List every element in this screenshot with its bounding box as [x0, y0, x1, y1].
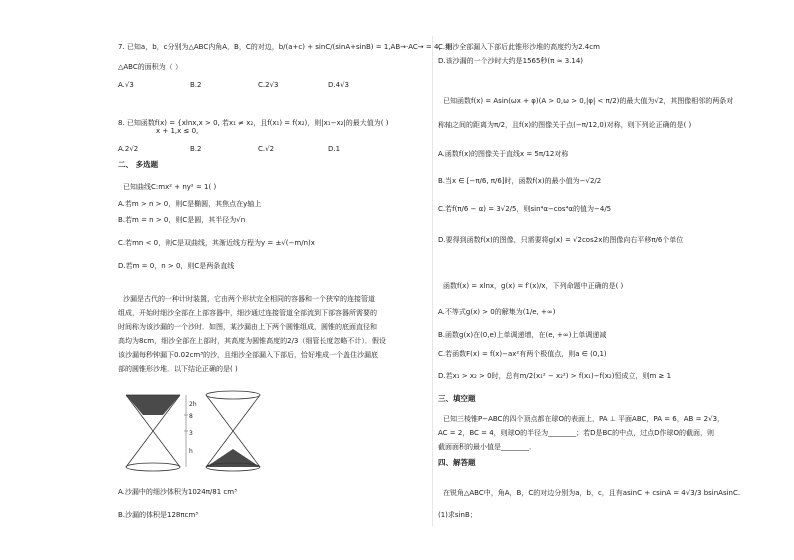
- section-heading-multi: 二、 多选题: [118, 160, 159, 169]
- q10-text-line: 部的圆锥形沙堆．以下结论正确的是( ): [118, 365, 238, 373]
- q10-option-c: C.细沙全部漏入下部后此锥形沙堆的高度约为2.4cm: [438, 43, 600, 51]
- q11-option-d: D.要得到函数f(x)的图像，只需要将g(x) = √2cos2x的图像向右平移π/6个单位: [438, 236, 684, 244]
- q11-stem: 已知函数f(x) = Asin(ωx + φ)(A > 0,ω > 0,|φ| < π/2)的最大值为√2，其图像相邻的两条对: [443, 97, 734, 105]
- q8-option-c: C.√2: [258, 145, 275, 153]
- hourglass-right-edge: [233, 395, 260, 431]
- q9-option-d: D.若m = 0，n > 0，则C是两条直线: [118, 262, 235, 270]
- q10-text-line: 该沙漏每秒钟漏下0.02cm³的沙，且细沙全部漏入下部后，恰好堆成一个盖住沙漏底: [118, 351, 379, 359]
- hourglass-figure: [118, 387, 268, 477]
- q10-option-b: B.沙漏的体积是128πcm³: [118, 511, 199, 519]
- q11-option-b: B.当x ∈ [−π/6, π/6]时，函数f(x)的最小值为−√2/2: [438, 177, 602, 185]
- hourglass-right-top: [206, 391, 260, 399]
- column-divider: [432, 36, 433, 526]
- q10-text-line: 沙漏是古代的一种计时装置，它由两个形状完全相同的容器和一个狭窄的连接管道: [123, 295, 375, 303]
- q7-option-a: A.√3: [118, 81, 134, 89]
- q11-option-c: C.若f(π/6 − α) = 3√2/5，则sin⁴α−cos⁴α的值为−4/5: [438, 205, 612, 213]
- q12-option-a: A.不等式g(x) > 0的解集为(1/e, +∞): [438, 308, 556, 316]
- hourglass-right-edge: [206, 395, 233, 431]
- q12-option-c: C.若函数F(x) = f(x)−ax²有两个极值点，则a ∈ (0,1): [438, 350, 607, 358]
- q9-option-c: C.若mn < 0，则C是双曲线，其渐近线方程为y = ±√(−m/n)x: [118, 239, 315, 247]
- q10-text-line: 时间称为该沙漏的一个沙时．如图，某沙漏由上下两个圆锥组成，圆锥的底面直径和: [118, 323, 377, 331]
- q14-part-1: (1)求sinB；: [438, 511, 477, 519]
- label-2h: 2h: [189, 401, 197, 408]
- hourglass-left-sand-top: [126, 395, 180, 415]
- q8-stem-piece2: x + 1,x ≤ 0,: [156, 127, 199, 135]
- q10-text-line: 组成，开始时细沙全部在上部容器中，细沙通过连接管道全部流到下部容器所需要的: [118, 309, 377, 317]
- q7-option-d: D.4√3: [328, 81, 349, 89]
- q8-option-a: A.2√2: [118, 145, 139, 153]
- q14-stem: 在锐角△ABC中，角A，B，C的对边分别为a，b，c，且有asinC + csinA = 4√3/3 bsinAsinC.: [443, 489, 741, 497]
- hourglass-left-edge: [126, 431, 153, 467]
- label-8: 8: [189, 413, 193, 420]
- q7-option-c: C.2√3: [258, 81, 279, 89]
- q8-option-d: D.1: [328, 145, 341, 153]
- q10-option-d: D.该沙漏的一个沙时大约是1565秒(π ≈ 3.14): [438, 57, 584, 65]
- q7-stem-cont: △ABC的面积为（ ）: [118, 63, 182, 71]
- q9-option-b: B.若m = n > 0，则C是圆，其半径为√n: [118, 216, 246, 224]
- q13-stem: 已知三棱锥P−ABC的四个顶点都在球O的表面上，PA ⊥ 平面ABC，PA = 6，AB = 2√3，: [443, 415, 725, 423]
- q7-option-b: B.2: [190, 81, 202, 89]
- q11-option-a: A.函数f(x)的图像关于直线x = 5π/12对称: [438, 150, 569, 158]
- q8-stem: 8. 已知函数f(x) = {xlnx,x > 0, 若x₁ ≠ x₂，且f(x₁) = f(x₂)，则|x₁−x₂|的最大值为( ): [118, 119, 389, 127]
- q12-option-b: B.函数g(x)在(0,e)上单调递增，在(e, +∞)上单调递减: [438, 331, 607, 339]
- label-h: h: [189, 448, 193, 455]
- q13-stem-cont: AC = 2，BC = 4，则球O的半径为________；若D是BC的中点，过点D作球O的截面，则: [438, 429, 715, 437]
- label-3: 3: [189, 430, 193, 437]
- q9-option-a: A.若m > n > 0，则C是椭圆，其焦点在y轴上: [118, 200, 262, 208]
- q12-stem: 函数f(x) = xlnx，g(x) = f′(x)/x，下列命题中正确的是( ): [443, 282, 624, 290]
- hourglass-left-base: [126, 463, 180, 471]
- q11-stem-cont: 称轴之间的距离为π/2，且f(x)的图像关于点(−π/12,0)对称，则下列论正确的是( ): [438, 121, 692, 129]
- q10-option-a: A.沙漏中的细沙体积为1024π/81 cm³: [118, 488, 237, 496]
- q13-stem-cont: 截面面积的最小值是________．: [438, 443, 536, 451]
- q9-stem: 已知曲线C:mx² + ny² = 1( ): [123, 183, 217, 191]
- section-heading-fill: 三、填空题: [438, 394, 476, 403]
- q10-text-line: 高均为8cm，细沙全部在上部时，其高度为圆锥高度的2/3（细管长度忽略不计）．假设: [118, 337, 386, 345]
- section-heading-answer: 四、解答题: [438, 458, 476, 467]
- hourglass-left-edge: [153, 431, 180, 467]
- q8-option-b: B.2: [190, 145, 202, 153]
- q12-option-d: D.若x₁ > x₂ > 0时，总有m/2(x₁² − x₂²) > f(x₁)−f(x₂)恒成立，则m ≥ 1: [438, 372, 672, 380]
- q7-stem: 7. 已知a，b，c分别为△ABC内角A，B，C的对边，b/(a+c) + sinC/(sinA+sinB) = 1,AB→·AC→ = 4，则: [118, 43, 453, 51]
